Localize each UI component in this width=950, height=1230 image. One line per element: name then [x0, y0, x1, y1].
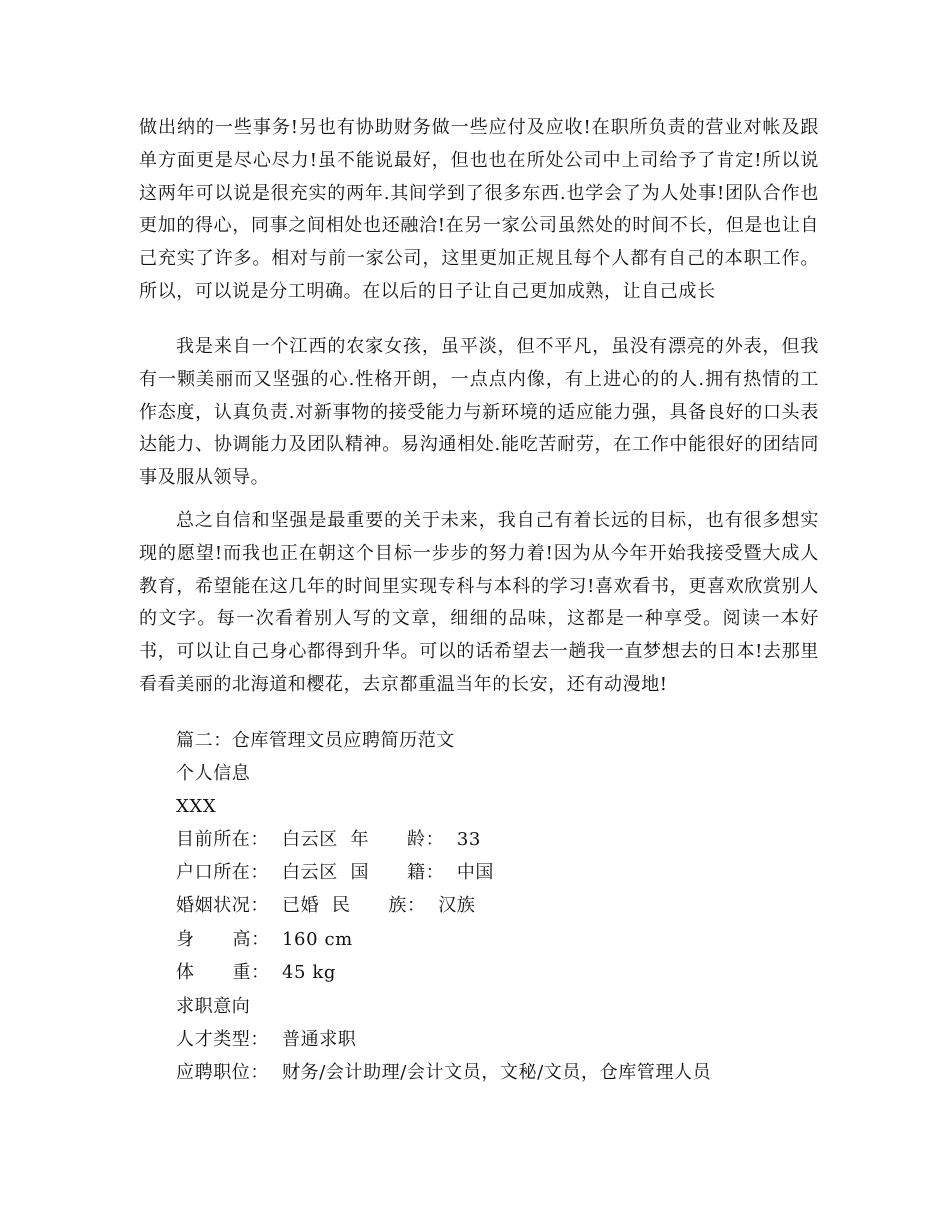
weight-label: 体 重： — [176, 962, 270, 983]
section-title: 篇二：仓库管理文员应聘简历范文 — [176, 730, 455, 751]
location-label: 目前所在： — [176, 829, 269, 850]
personal-info-heading: 个人信息 — [176, 763, 251, 784]
weight-value: 45 kg — [282, 962, 337, 983]
height-label: 身 高： — [176, 929, 270, 950]
marital-label: 婚姻状况： — [176, 895, 269, 916]
paragraph-future-goals: 总之自信和坚强是最重要的关于未来，我自己有着长远的目标，也有很多想实现的愿望!而我也正在朝这个目标一步步的努力着!因为从今年开始我接受暨大成人教育，希望能在这几年的时间里实现专科与本科的学习!喜欢看书，更喜欢欣赏别人的文字。每一次看着别人写的文章，细细的品味，这都是一种享受。阅读一本好书，可以让自己身心都得到升华。可以的话希望去一趟我一直梦想去的日本!去那里看看美丽的北海道和樱花，去京都重温当年的长安，还有动漫地! — [139, 510, 819, 695]
height-value: 160 cm — [282, 929, 353, 950]
marital-value: 已婚 民 族： 汉族 — [282, 895, 476, 916]
applicant-name: XXX — [176, 796, 217, 817]
location-value: 白云区 年 龄： 33 — [282, 829, 481, 850]
talent-type-label: 人才类型： — [176, 1029, 269, 1050]
talent-type-value: 普通求职 — [282, 1029, 357, 1050]
hukou-label: 户口所在： — [176, 862, 269, 883]
paragraph-self-description: 我是来自一个江西的农家女孩，虽平淡，但不平凡，虽没有漂亮的外表，但我有一颗美丽而又坚强的心.性格开朗，一点点内像，有上进心的的人.拥有热情的工作态度，认真负责.对新事物的接受能力与新环境的适应能力强，具备良好的口头表达能力、协调能力及团队精神。易沟通相处.能吃苦耐劳，在工作中能很好的团结同事及服从领导。 — [139, 336, 819, 489]
job-intention-heading: 求职意向 — [176, 996, 251, 1017]
position-label: 应聘职位： — [176, 1062, 269, 1083]
position-value: 财务/会计助理/会计文员，文秘/文员，仓库管理人员 — [282, 1062, 712, 1083]
paragraph-work-experience: 做出纳的一些事务!另也有协助财务做一些应付及应收!在职所负责的营业对帐及跟单方面更是尽心尽力!虽不能说最好，但也也在所处公司中上司给予了肯定!所以说这两年可以说是很充实的两年.其间学到了很多东西.也学会了为人处事!团队合作也更加的得心，同事之间相处也还融洽!在另一家公司虽然处的时间不长，但是也让自己充实了许多。相对与前一家公司，这里更加正规且每个人都有自己的本职工作。所以，可以说是分工明确。在以后的日子让自己更加成熟，让自己成长 — [139, 117, 819, 302]
hukou-value: 白云区 国 籍： 中国 — [282, 862, 495, 883]
